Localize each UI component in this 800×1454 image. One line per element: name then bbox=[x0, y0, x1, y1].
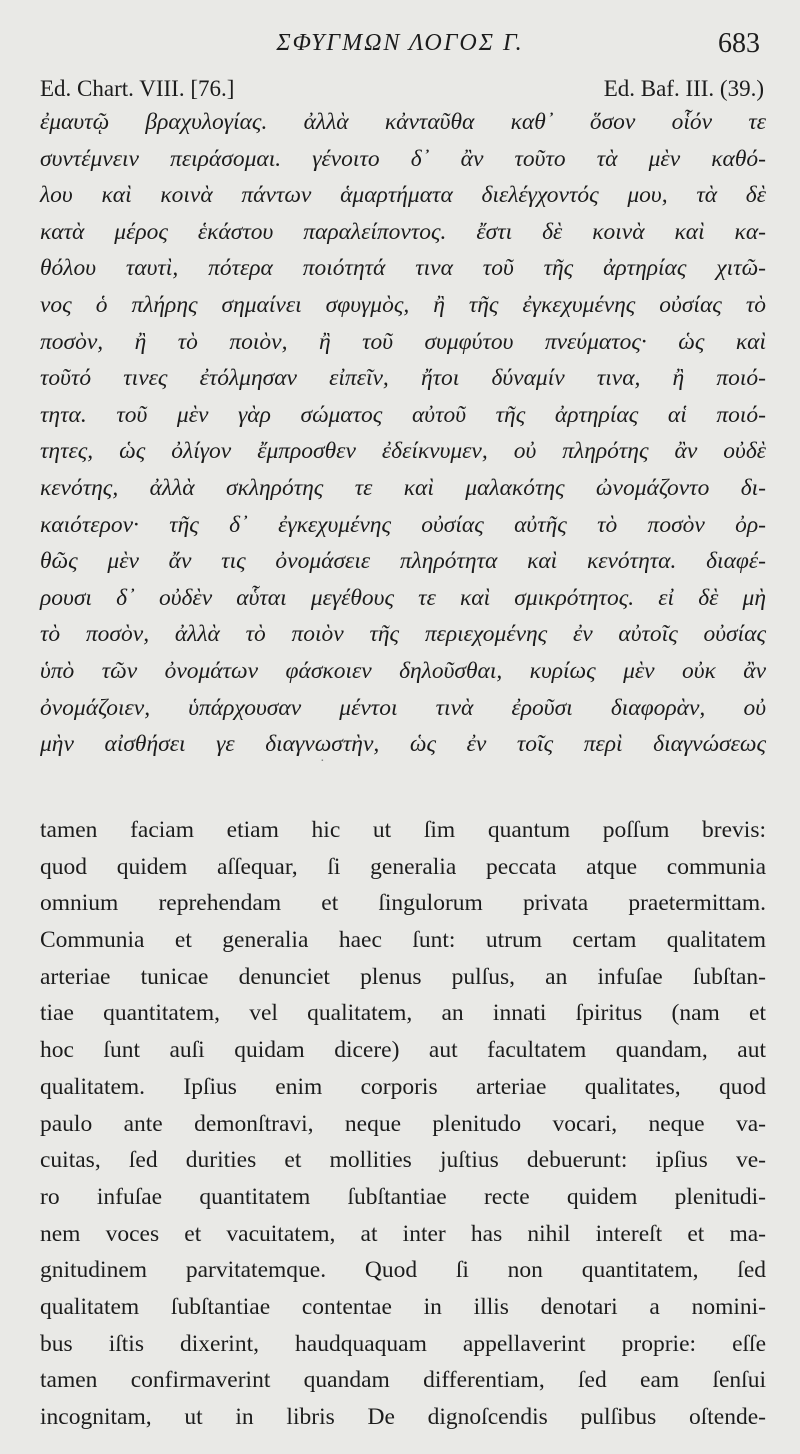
edition-chartier: Ed. Chart. VIII. [76.] bbox=[40, 76, 235, 101]
greek-line: ὑπὸ τῶν ὀνομάτων φάσκοιεν δηλοῦσθαι, κυρίως μὲν οὐκ ἂν bbox=[40, 657, 766, 684]
latin-line: paulo ante demonſtravi, neque plenitudo vocari, neque va- bbox=[40, 1110, 766, 1137]
greek-line: θόλου ταυτὶ, πότερα ποιότητά τινα τοῦ τῆς ἀρτηρίας χιτῶ- bbox=[40, 255, 766, 282]
latin-line: Communia et generalia haec ſunt: utrum certam qualitatem bbox=[40, 927, 766, 954]
greek-line: τοῦτό τινες ἐτόλμησαν εἰπεῖν, ἤτοι δύναμίν τινα, ἢ ποιό- bbox=[40, 365, 766, 392]
greek-line: καιότερον· τῆς δ᾽ ἐγκεχυμένης οὐσίας αὐτῆς τὸ ποσὸν ὀρ- bbox=[40, 511, 766, 538]
edition-basel: Ed. Baf. III. (39.) bbox=[603, 76, 764, 101]
greek-line: ρουσι δ᾽ οὐδὲν αὗται μεγέθους τε καὶ σμικρότητος. εἰ δὲ μὴ bbox=[40, 584, 766, 611]
running-title: ΣΦΥΓΜΩΝ ΛΟΓΟΣ Γ. bbox=[276, 30, 524, 56]
latin-line: incognitam, ut in libris De dignoſcendis pulſibus oſtende- bbox=[40, 1404, 766, 1430]
greek-line: ποσὸν, ἢ τὸ ποιὸν, ἢ τοῦ συμφύτου πνεύματος· ὡς καὶ bbox=[40, 328, 766, 355]
greek-line: μὴν αἰσθήσει γε διαγνωστὴν, ὡς ἐν τοῖς περὶ διαγνώσεως bbox=[40, 731, 766, 758]
latin-text-block bbox=[40, 812, 766, 1436]
latin-line: quod quidem aſſequar, ſi generalia peccata atque communia bbox=[40, 853, 766, 880]
greek-line: λου καὶ κοινὰ πάντων ἁμαρτήματα διελέγχοντός μου, τὰ δὲ bbox=[40, 182, 766, 209]
greek-line: θῶς μὲν ἄν τις ὀνομάσειε πληρότητα καὶ κενότητα. διαφέ- bbox=[40, 548, 766, 575]
latin-line: arteriae tunicae denunciet plenus pulſus, an infuſae ſubſtan- bbox=[40, 963, 766, 990]
edition-references bbox=[40, 76, 764, 106]
latin-line: ro infuſae quantitatem ſubſtantiae recte quidem plenitudi- bbox=[40, 1183, 766, 1210]
greek-line: νος ὁ πλήρης σημαίνει σφυγμὸς, ἢ τῆς ἐγκεχυμένης οὐσίας τὸ bbox=[40, 291, 766, 318]
latin-line: qualitatem. Ipſius enim corporis arteriae qualitates, quod bbox=[40, 1073, 766, 1100]
greek-line: τὸ ποσὸν, ἀλλὰ τὸ ποιὸν τῆς περιεχομένης ἐν αὐτοῖς οὐσίας bbox=[40, 621, 766, 648]
latin-line: gnitudinem parvitatemque. Quod ſi non quantitatem, ſed bbox=[40, 1257, 766, 1284]
latin-line: omnium reprehendam et ſingulorum privata praetermittam. bbox=[40, 890, 766, 917]
latin-line: tiae quantitatem, vel qualitatem, an innati ſpiritus (nam et bbox=[40, 1000, 766, 1027]
latin-line: bus iſtis dixerint, haudquaquam appellaverint proprie: eſſe bbox=[40, 1330, 766, 1357]
greek-line: κενότης, ἀλλὰ σκληρότης τε καὶ μαλακότης ὠνομάζοντο δι- bbox=[40, 474, 766, 501]
greek-line: τητα. τοῦ μὲν γὰρ σώματος αὐτοῦ τῆς ἀρτηρίας αἱ ποιό- bbox=[40, 401, 766, 428]
latin-line: tamen faciam etiam hic ut ſim quantum poſſum brevis: bbox=[40, 817, 766, 843]
latin-line: nem voces et vacuitatem, at inter has nihil intereſt et ma- bbox=[40, 1220, 766, 1247]
greek-line: κατὰ μέρος ἑκάστου παραλείποντος. ἔστι δὲ κοινὰ καὶ κα- bbox=[40, 218, 766, 245]
stray-mark: · bbox=[320, 754, 325, 769]
greek-text-block bbox=[40, 104, 766, 763]
greek-line: ὀνομάζοιεν, ὑπάρχουσαν μέντοι τινὰ ἐροῦσι διαφορὰν, οὐ bbox=[40, 694, 766, 721]
greek-line: συντέμνειν πειράσομαι. γένοιτο δ᾽ ἂν τοῦτο τὰ μὲν καθό- bbox=[40, 145, 766, 172]
latin-line: qualitatem ſubſtantiae contentae in illis denotari a nomini- bbox=[40, 1293, 766, 1320]
latin-line: cuitas, ſed durities et mollities juſtius debuerunt: ipſius ve- bbox=[40, 1147, 766, 1174]
greek-line: ἐμαυτῷ βραχυλογίας. ἀλλὰ κἀνταῦθα καθ᾽ ὅσον οἷόν τε bbox=[40, 109, 766, 135]
latin-line: hoc ſunt auſi quidam dicere) aut facultatem quandam, aut bbox=[40, 1037, 766, 1064]
running-head bbox=[0, 26, 800, 66]
latin-line: tamen confirmaverint quandam differentiam, ſed eam ſenſui bbox=[40, 1367, 766, 1394]
page-number: 683 bbox=[718, 28, 760, 59]
greek-line: τητες, ὡς ὀλίγον ἔμπροσθεν ἐδείκνυμεν, οὐ πληρότης ἂν οὐδὲ bbox=[40, 438, 766, 465]
